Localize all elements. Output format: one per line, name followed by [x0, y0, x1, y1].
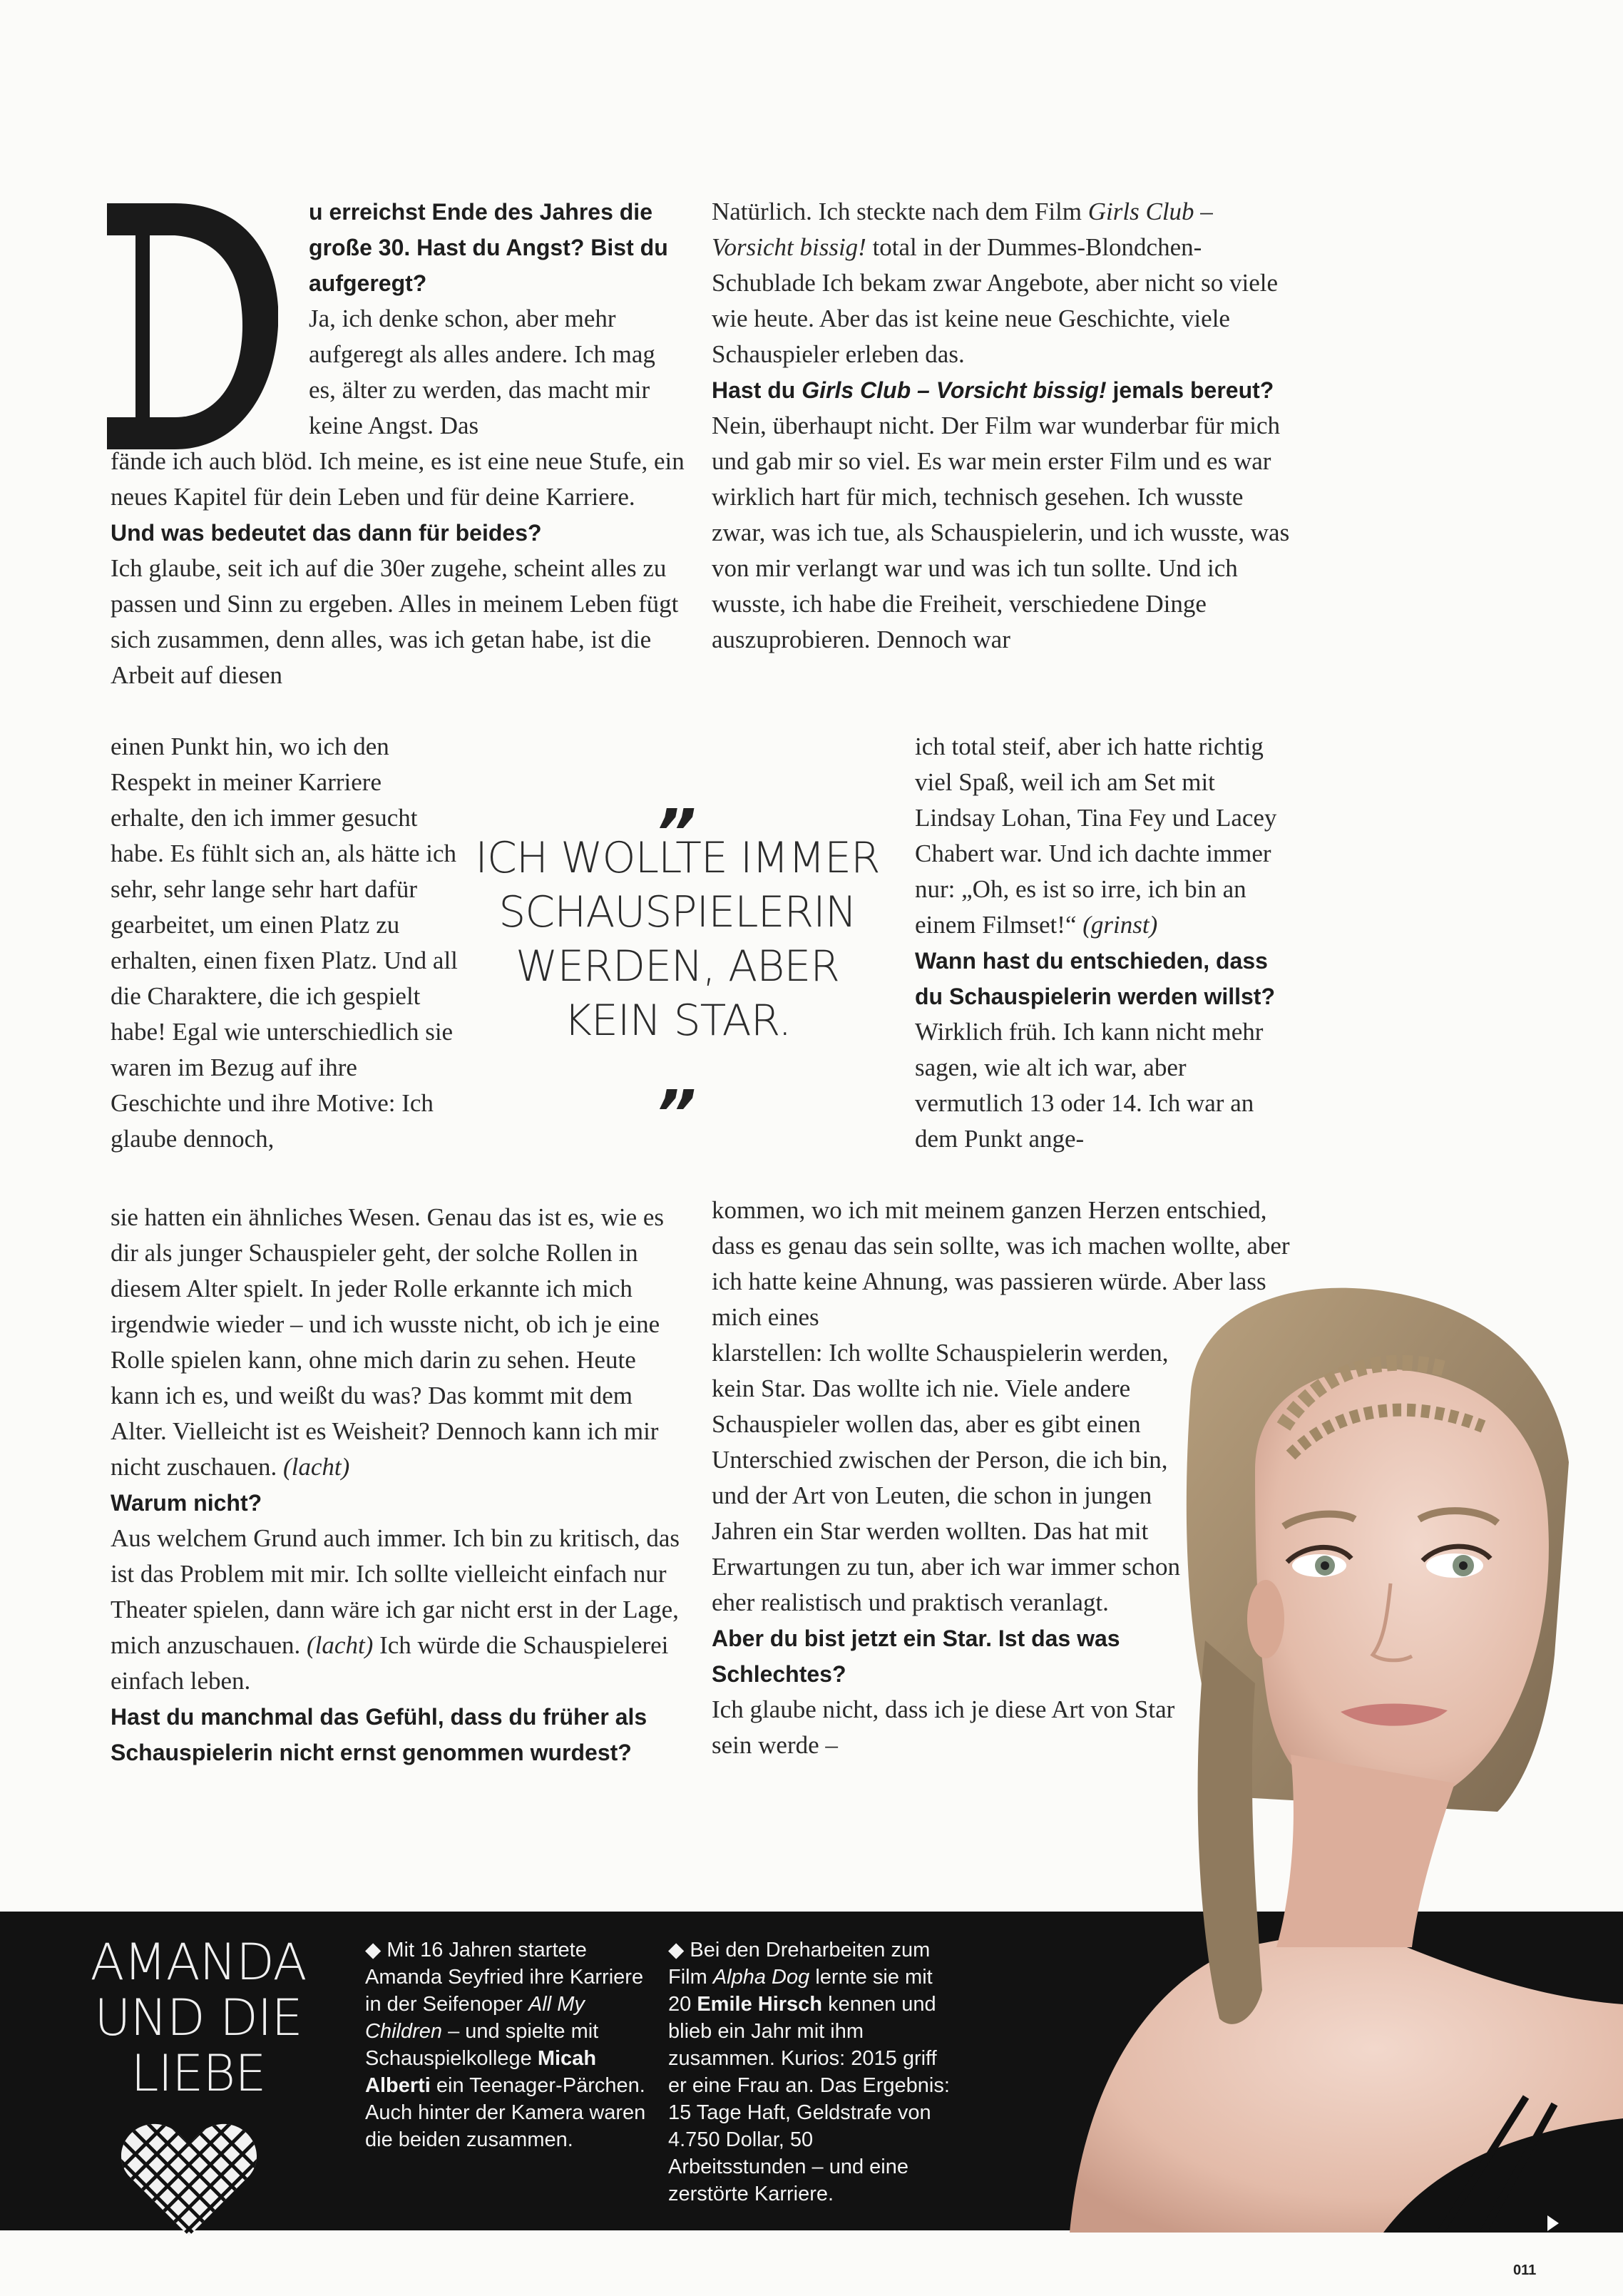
- right-column-narrow: [915, 729, 1291, 1157]
- answer-5-text: ich total steif, aber ich hatte richtig viel Spaß, weil ich am Set mit Lindsay Lohan, Tina Fey und Lacey Chabert war. Und ich dachte immer nur: „Oh, es ist so irre, ich bin an einem Filmset!“: [915, 733, 1277, 939]
- answer-7: Ich glaube nicht, dass ich je diese Art von Star sein werde –: [712, 1695, 1175, 1759]
- answer-3: [111, 1521, 687, 1699]
- answer-2-part-c: [111, 1200, 687, 1485]
- left-column-top: [309, 194, 687, 301]
- pull-quote-text: ICH WOLLTE IMMER SCHAUSPIELERIN WERDEN, ABER KEIN STAR.: [475, 833, 880, 1046]
- answer-5-part-a: Nein, überhaupt nicht. Der Film war wunderbar für mich und gab mir so viel. Es war mein erster Film und es war wirklich hart für mich, technisch gesehen. Ich wusste zwar, was ich tue, als Schauspielerin, und ich wusste, was von mir verlangt war und was ich tun sollte. Und ich wusste, ich habe die Freiheit, verschiedene Dinge auszuprobieren. Dennoch war: [712, 412, 1290, 653]
- info-item-2-pre: ◆ Bei den Dreharbeiten zum Film: [668, 1939, 931, 1989]
- drop-cap-d: [107, 203, 278, 449]
- info-item-1-mid: – und spielte mit Schauspielkollege: [365, 2020, 599, 2070]
- page-number: 011: [1513, 2262, 1537, 2278]
- pull-quote: [471, 761, 884, 1117]
- info-item-2-post: kennen und blieb ein Jahr mit ihm zusammen. Kurios: 2015 griff er eine Frau an. Das Ergebnis: 15 Tage Haft, Geldstrafe von 4.750 Dollar, 50 Arbeitsstunden – und eine zerstörte Karriere.: [668, 1993, 950, 2205]
- answer-1-start: Ja, ich denke schon, aber mehr aufgeregt als alles andere. Ich mag es, älter zu werden, das macht mir keine Angst. Das: [309, 305, 655, 439]
- info-item-2-mid: lernte sie mit 20: [668, 1966, 933, 2016]
- answer-3-text-a: Aus welchem Grund auch immer. Ich bin zu kritisch, das ist das Problem mit mir. Ich sollte vielleicht einfach nur Theater spielen, dann wäre ich gar nicht erst in der Lage, mich anzuschauen.: [111, 1524, 680, 1659]
- question-1: u erreichst Ende des Jahres die große 30. Hast du Angst? Bist du aufgeregt?: [309, 199, 668, 296]
- info-item-1: [365, 1937, 650, 2153]
- question-5-post: jemals bereut?: [1112, 377, 1274, 403]
- question-5-pre: Hast du: [712, 377, 796, 403]
- person-name-emile: Emile Hirsch: [697, 1993, 823, 2016]
- answer-3-text-b: Ich würde die Schauspielerei einfach leben.: [111, 1631, 669, 1695]
- question-5-film: Girls Club – Vorsicht bissig!: [802, 377, 1107, 403]
- left-column-intro: [309, 301, 687, 444]
- heart-icon: [121, 2118, 257, 2240]
- answer-6-part-b: kommen, wo ich mit meinem ganzen Herzen entschied, dass es genau das sein sollte, was ich machen wollte, aber ich hatte keine Ahnung, was passieren würde. Aber lass mich eines: [712, 1196, 1290, 1331]
- quote-close-mark: „: [662, 1042, 693, 1117]
- question-7: Aber du bist jetzt ein Star. Ist das was Schlechtes?: [712, 1626, 1120, 1687]
- answer-4: [712, 194, 1291, 372]
- question-3: Warum nicht?: [111, 1490, 262, 1516]
- answer-1-end: fände ich auch blöd. Ich meine, es ist eine neue Stufe, ein neues Kapitel für dein Leben und für deine Karriere.: [111, 447, 685, 511]
- portrait-photo: [984, 1284, 1623, 2233]
- answer-5-part-b: [915, 729, 1291, 943]
- left-column-narrow: [111, 729, 460, 1157]
- film-title: Girls Club – Vorsicht bissig!: [712, 198, 1213, 261]
- left-column: [111, 444, 687, 693]
- person-name-micah: Micah Alberti: [365, 2047, 597, 2097]
- quote-open-mark: „: [662, 761, 693, 836]
- answer-6-part-c: klarstellen: Ich wollte Schauspielerin werden, kein Star. Das wollte ich nie. Viele andere Schauspieler wollen das, aber es gibt einen Unterschied zwischen der Person, die ich bin, und der Art von Leuten, die schon in jungen Jahren ein Star werden wollten. Das hat mit Erwartungen zu tun, aber ich war immer schon eher realistisch und praktisch veranlagt.: [712, 1339, 1180, 1616]
- answer-2-text: sie hatten ein ähnliches Wesen. Genau das ist es, wie es dir als junger Schauspieler geht, der solche Rollen in diesem Alter spielt. In jeder Rolle erkannte ich mich irgendwie wieder – und ich wusste nicht, ob ich je eine Rolle spielen kann, ohne mich darin zu sehen. Heute kann ich es, und weißt du was? Das kommt mit dem Alter. Vielleicht ist es Weisheit? Dennoch kann ich mir nicht zuschauen.: [111, 1203, 665, 1481]
- question-6: Wann hast du entschieden, dass du Schauspielerin werden willst?: [915, 948, 1275, 1009]
- left-column-bottom: [111, 1200, 687, 1770]
- question-4: Hast du manchmal das Gefühl, dass du früher als Schauspielerin nicht ernst genommen wurdest?: [111, 1704, 647, 1765]
- info-item-2: [668, 1937, 953, 2208]
- right-column: [712, 194, 1291, 658]
- show-title: All My Children: [365, 1993, 585, 2043]
- question-5: [712, 372, 1291, 408]
- grin-note: (grinst): [1082, 911, 1158, 939]
- info-item-1-post: ein Teenager-Pärchen. Auch hinter der Kamera waren die beiden zusammen.: [365, 2074, 646, 2151]
- question-2: Und was bedeutet das dann für beides?: [111, 520, 542, 546]
- info-box-title: AMANDA UND DIE LIEBE: [90, 1933, 307, 2103]
- answer-4-pre: Natürlich. Ich steckte nach dem Film: [712, 198, 1082, 225]
- film-title-alpha-dog: Alpha Dog: [712, 1966, 810, 1989]
- answer-6-part-a: Wirklich früh. Ich kann nicht mehr sagen, wie alt ich war, aber vermutlich 13 oder 14. Ich war an dem Punkt ange-: [915, 1018, 1264, 1153]
- laugh-note-2: (lacht): [307, 1631, 374, 1659]
- info-item-1-pre: ◆ Mit 16 Jahren startete Amanda Seyfried ihre Karriere in der Seifenoper: [365, 1939, 644, 2016]
- next-page-arrow-icon: [1547, 2215, 1559, 2231]
- laugh-note-1: (lacht): [283, 1453, 350, 1481]
- answer-2-part-b: einen Punkt hin, wo ich den Respekt in meiner Karriere erhalte, den ich immer gesucht habe. Es fühlt sich an, als hätte ich sehr, sehr lange sehr hart dafür gearbeitet, um einen Platz zu erhalten, einen fixen Platz. Und all die Charaktere, die ich gespielt habe! Egal wie unterschiedlich sie waren im Bezug auf ihre Geschichte und ihre Motive: Ich glaube dennoch,: [111, 733, 458, 1153]
- answer-4-post: total in der Dummes-Blondchen-Schublade Ich bekam zwar Angebote, aber nicht so viele wie heute. Aber das ist keine neue Geschichte, viele Schauspieler erleben das.: [712, 233, 1279, 368]
- answer-2-part-a: Ich glaube, seit ich auf die 30er zugehe, scheint alles zu passen und Sinn zu ergeben. Alles in meinem Leben fügt sich zusammen, denn alles, was ich getan habe, ist die Arbeit auf diesen: [111, 554, 679, 689]
